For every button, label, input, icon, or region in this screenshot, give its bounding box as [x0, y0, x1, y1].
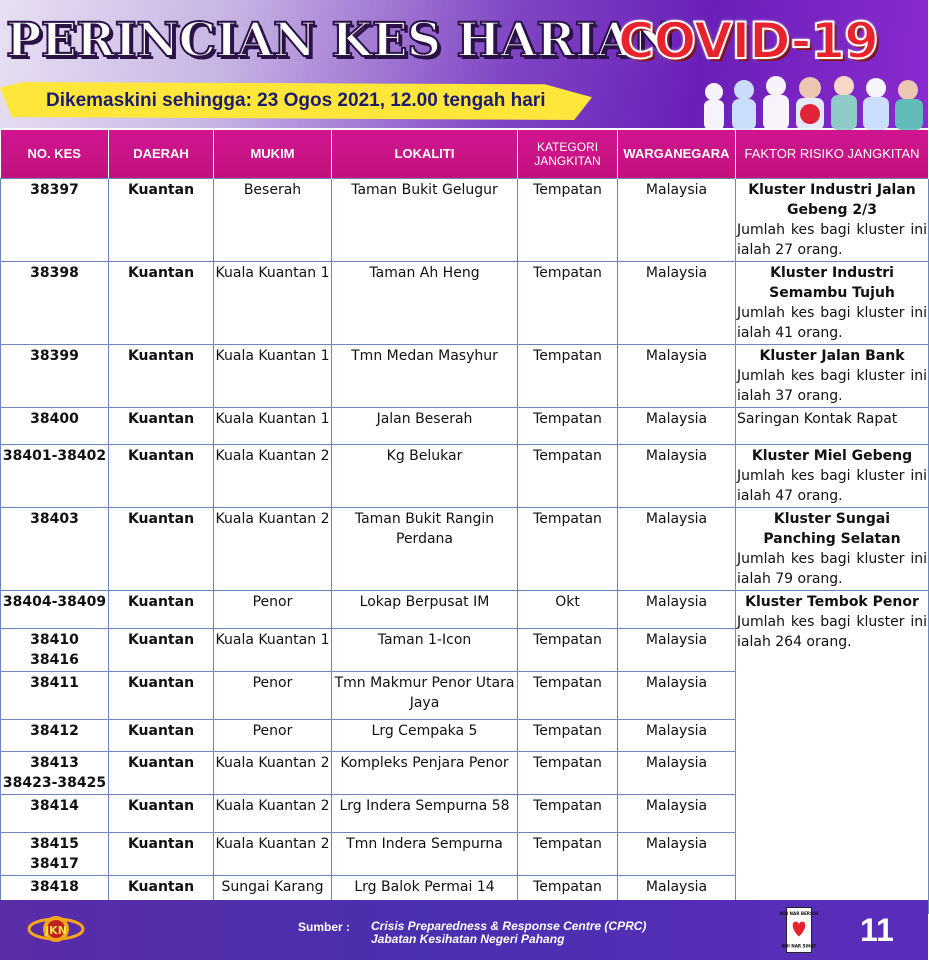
- case-number-cell: 38399: [1, 344, 109, 407]
- cluster-note: Saringan Kontak Rapat: [737, 410, 898, 427]
- update-timestamp: Dikemaskini sehingga: 23 Ogos 2021, 12.00 tengah hari: [46, 90, 546, 111]
- jkn-logo: [26, 908, 86, 950]
- risk-factor-cell: [736, 444, 929, 507]
- badge-top-text: KOI NAR BERSIH: [780, 911, 818, 917]
- district-cell: Kuantan: [109, 751, 214, 794]
- case-number-cell: 38414: [1, 794, 109, 832]
- district-cell: Kuantan: [109, 178, 214, 261]
- district-cell: Kuantan: [109, 628, 214, 671]
- cluster-name: Kluster Miel Gebeng: [751, 447, 913, 464]
- case-number-cell: 38413 38423-38425: [1, 751, 109, 794]
- district-cell: Kuantan: [109, 671, 214, 719]
- district-cell: Kuantan: [109, 832, 214, 875]
- case-number-cell: 38400: [1, 407, 109, 444]
- district-cell: Kuantan: [109, 444, 214, 507]
- locality-cell: Taman Bukit Rangin Perdana: [332, 507, 518, 590]
- cluster-note: Jumlah kes bagi kluster ini ialah 264 orang.: [737, 613, 927, 650]
- source-line-2: Jabatan Kesihatan Negeri Pahang: [371, 932, 565, 946]
- district-cell: Kuantan: [109, 719, 214, 751]
- case-number-cell: 38403: [1, 507, 109, 590]
- category-cell: Tempatan: [518, 407, 618, 444]
- locality-cell: Tmn Indera Sempurna: [332, 832, 518, 875]
- district-cell: Kuantan: [109, 407, 214, 444]
- col-kategori: KATEGORI JANGKITAN: [518, 130, 618, 178]
- category-cell: Tempatan: [518, 628, 618, 671]
- category-cell: Tempatan: [518, 344, 618, 407]
- district-cell: Kuantan: [109, 875, 214, 913]
- nationality-cell: Malaysia: [618, 671, 736, 719]
- cluster-note: Jumlah kes bagi kluster ini ialah 47 orang.: [737, 467, 927, 504]
- category-cell: Tempatan: [518, 875, 618, 913]
- case-number-cell: 38411: [1, 671, 109, 719]
- mukim-cell: Kuala Kuantan 2: [214, 832, 332, 875]
- locality-cell: Kompleks Penjara Penor: [332, 751, 518, 794]
- nationality-cell: Malaysia: [618, 832, 736, 875]
- nationality-cell: Malaysia: [618, 261, 736, 344]
- nationality-cell: Malaysia: [618, 444, 736, 507]
- district-cell: Kuantan: [109, 344, 214, 407]
- mukim-cell: Kuala Kuantan 2: [214, 507, 332, 590]
- case-table: [0, 130, 929, 917]
- case-number-cell: 38412: [1, 719, 109, 751]
- locality-cell: Taman Bukit Gelugur: [332, 178, 518, 261]
- locality-cell: Taman 1-Icon: [332, 628, 518, 671]
- category-cell: Tempatan: [518, 261, 618, 344]
- table-body: [1, 178, 929, 913]
- badge-bottom-text: KOI NAR SIHAT: [781, 943, 817, 949]
- category-cell: Tempatan: [518, 671, 618, 719]
- locality-cell: Kg Belukar: [332, 444, 518, 507]
- nationality-cell: Malaysia: [618, 628, 736, 671]
- table-row: [1, 261, 929, 344]
- risk-factor-cell: [736, 344, 929, 407]
- mukim-cell: Kuala Kuantan 1: [214, 407, 332, 444]
- mukim-cell: Kuala Kuantan 2: [214, 794, 332, 832]
- locality-cell: Tmn Makmur Penor Utara Jaya: [332, 671, 518, 719]
- nationality-cell: Malaysia: [618, 590, 736, 628]
- covid-title: COVID-19: [618, 12, 878, 70]
- case-number-cell: 38418: [1, 875, 109, 913]
- table-row: [1, 407, 929, 444]
- nationality-cell: Malaysia: [618, 875, 736, 913]
- cluster-note: Jumlah kes bagi kluster ini ialah 27 orang.: [737, 221, 927, 258]
- mukim-cell: Penor: [214, 719, 332, 751]
- risk-factor-cell: [736, 507, 929, 590]
- mukim-cell: Kuala Kuantan 2: [214, 444, 332, 507]
- category-cell: Tempatan: [518, 751, 618, 794]
- medical-staff-illustration: [700, 72, 928, 130]
- category-cell: Tempatan: [518, 507, 618, 590]
- cluster-name: Kluster Industri Semambu Tujuh: [769, 264, 895, 301]
- district-cell: Kuantan: [109, 794, 214, 832]
- mukim-cell: Kuala Kuantan 2: [214, 751, 332, 794]
- cluster-note: Jumlah kes bagi kluster ini ialah 41 orang.: [737, 304, 927, 341]
- table-row: [1, 507, 929, 590]
- locality-cell: Taman Ah Heng: [332, 261, 518, 344]
- case-number-cell: 38398: [1, 261, 109, 344]
- category-cell: Tempatan: [518, 178, 618, 261]
- page-title: PERINCIAN KES HARIAN: [6, 13, 675, 68]
- col-daerah: DAERAH: [109, 130, 214, 178]
- nationality-cell: Malaysia: [618, 794, 736, 832]
- locality-cell: Tmn Medan Masyhur: [332, 344, 518, 407]
- risk-factor-cell: [736, 178, 929, 261]
- table-row: [1, 590, 929, 628]
- mukim-cell: Penor: [214, 671, 332, 719]
- source-text: [371, 920, 646, 946]
- locality-cell: Lrg Cempaka 5: [332, 719, 518, 751]
- cluster-name: Kluster Tembok Penor: [745, 593, 919, 610]
- mukim-cell: Kuala Kuantan 1: [214, 628, 332, 671]
- col-warganegara: WARGANEGARA: [618, 130, 736, 178]
- mukim-cell: Kuala Kuantan 1: [214, 344, 332, 407]
- mukim-cell: Penor: [214, 590, 332, 628]
- case-number-cell: 38415 38417: [1, 832, 109, 875]
- table-row: [1, 178, 929, 261]
- nationality-cell: Malaysia: [618, 344, 736, 407]
- nationality-cell: Malaysia: [618, 178, 736, 261]
- cluster-name: Kluster Industri Jalan Gebeng 2/3: [748, 181, 916, 218]
- jkn-logo-text: JKN: [45, 924, 67, 937]
- locality-cell: Lrg Indera Sempurna 58: [332, 794, 518, 832]
- locality-cell: Lrg Balok Permai 14: [332, 875, 518, 913]
- cluster-note: Jumlah kes bagi kluster ini ialah 79 orang.: [737, 550, 927, 587]
- locality-cell: Jalan Beserah: [332, 407, 518, 444]
- nationality-cell: Malaysia: [618, 719, 736, 751]
- case-number-cell: 38397: [1, 178, 109, 261]
- risk-factor-cell: [736, 261, 929, 344]
- nationality-cell: Malaysia: [618, 751, 736, 794]
- mukim-cell: Beserah: [214, 178, 332, 261]
- col-no-kes: NO. KES: [1, 130, 109, 178]
- page-header: [0, 0, 928, 128]
- nationality-cell: Malaysia: [618, 407, 736, 444]
- source-label: Sumber :: [298, 920, 351, 934]
- risk-factor-cell: [736, 407, 929, 444]
- table-header-row: [1, 130, 929, 178]
- cluster-name: Kluster Jalan Bank: [759, 347, 905, 364]
- district-cell: Kuantan: [109, 590, 214, 628]
- category-cell: Tempatan: [518, 832, 618, 875]
- category-cell: Tempatan: [518, 444, 618, 507]
- district-cell: Kuantan: [109, 507, 214, 590]
- page-number: 11: [860, 912, 894, 948]
- risk-factor-cell: [736, 590, 929, 913]
- cluster-note: Jumlah kes bagi kluster ini ialah 37 orang.: [737, 367, 927, 404]
- category-cell: Tempatan: [518, 719, 618, 751]
- case-number-cell: 38401-38402: [1, 444, 109, 507]
- case-number-cell: 38410 38416: [1, 628, 109, 671]
- cluster-name: Kluster Sungai Panching Selatan: [763, 510, 901, 547]
- col-faktor: FAKTOR RISIKO JANGKITAN: [736, 130, 929, 178]
- category-cell: Okt: [518, 590, 618, 628]
- nationality-cell: Malaysia: [618, 507, 736, 590]
- case-number-cell: 38404-38409: [1, 590, 109, 628]
- category-cell: Tempatan: [518, 794, 618, 832]
- kkm-badge: [780, 907, 818, 953]
- col-mukim: MUKIM: [214, 130, 332, 178]
- mukim-cell: Kuala Kuantan 1: [214, 261, 332, 344]
- table-row: [1, 344, 929, 407]
- col-lokaliti: LOKALITI: [332, 130, 518, 178]
- district-cell: Kuantan: [109, 261, 214, 344]
- locality-cell: Lokap Berpusat IM: [332, 590, 518, 628]
- table-row: [1, 444, 929, 507]
- source-line-1: Crisis Preparedness & Response Centre (CPRC): [371, 919, 647, 933]
- mukim-cell: Sungai Karang: [214, 875, 332, 913]
